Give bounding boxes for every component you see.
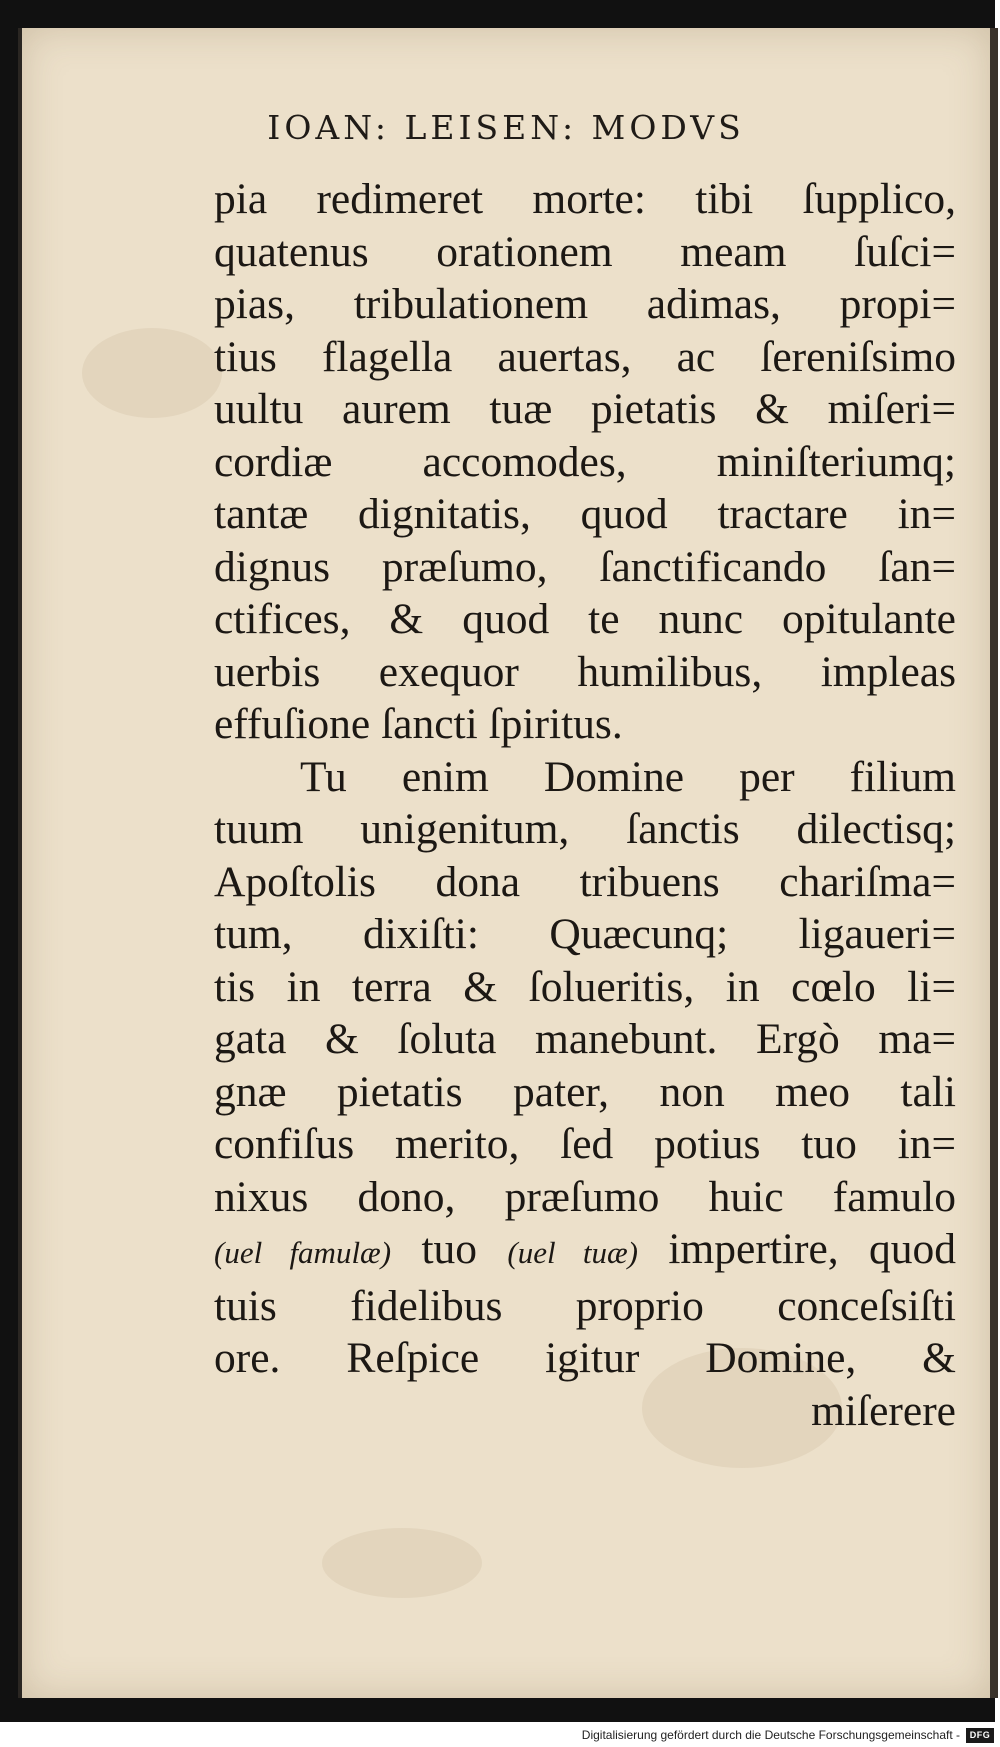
text-line-with-rubrics [214, 1223, 956, 1280]
text-line: pia redimeret morte: tibi ſupplico, [214, 175, 956, 223]
text-line: ctifices, & quod te nunc opitulante [214, 595, 956, 643]
funding-credit: Digitalisierung gefördert durch die Deutsche Forschungsgemeinschaft - [581, 1728, 960, 1742]
text-line: tum, dixiſti: Quæcunq; ligaueri= [214, 910, 956, 958]
footer-bar [0, 1726, 1000, 1747]
text-line: tantæ dignitatis, quod tractare in= [214, 490, 956, 538]
text-line: nixus dono, præſumo huic famulo [214, 1172, 956, 1221]
text-line: pias, tribulationem adimas, propi= [214, 280, 956, 328]
paragraph-start-line: Tu enim Domine per filium [300, 752, 956, 801]
text-line: dignus præſumo, ſanctificando ſan= [214, 542, 956, 591]
text-line: effuſione ſancti ſpiritus. [214, 700, 623, 748]
catchword: miſerere [811, 1386, 956, 1435]
text-line: Apoſtolis dona tribuens chariſma= [214, 857, 956, 906]
running-head: IOAN: LEISEN: MODVS [267, 108, 745, 147]
text-line: tuum unigenitum, ſanctis dilectisq; [214, 805, 956, 853]
text-line: ore. Reſpice igitur Domine, & [214, 1334, 956, 1382]
text-line: tuis fidelibus proprio conceſsiſti [214, 1281, 956, 1330]
text-word: tuo [421, 1225, 478, 1273]
text-block [214, 173, 956, 1437]
book-page [18, 28, 998, 1698]
rubric-note: (uel tuæ) [507, 1235, 638, 1270]
paper-stain [322, 1528, 482, 1598]
text-line: tis in terra & ſolueritis, in cœlo li= [214, 962, 956, 1011]
paper-stain [82, 328, 222, 418]
text-line: confiſus merito, ſed potius tuo in= [214, 1120, 956, 1168]
rubric-note: (uel famulæ) [214, 1235, 392, 1270]
text-line: gata & ſoluta manebunt. Ergò ma= [214, 1015, 956, 1063]
text-line: uerbis exequor humilibus, impleas [214, 647, 956, 696]
dfg-logo: DFG [966, 1728, 994, 1743]
text-line: cordiæ accomodes, miniſteriumq; [214, 437, 956, 486]
text-line: quatenus orationem meam ſuſci= [214, 227, 956, 276]
text-line: uultu aurem tuæ pietatis & miſeri= [214, 385, 956, 433]
text-word: impertire, quod [668, 1225, 957, 1273]
text-line: gnæ pietatis pater, non meo tali [214, 1067, 956, 1116]
text-line: tius flagella auertas, ac ſereniſsimo [214, 332, 956, 381]
